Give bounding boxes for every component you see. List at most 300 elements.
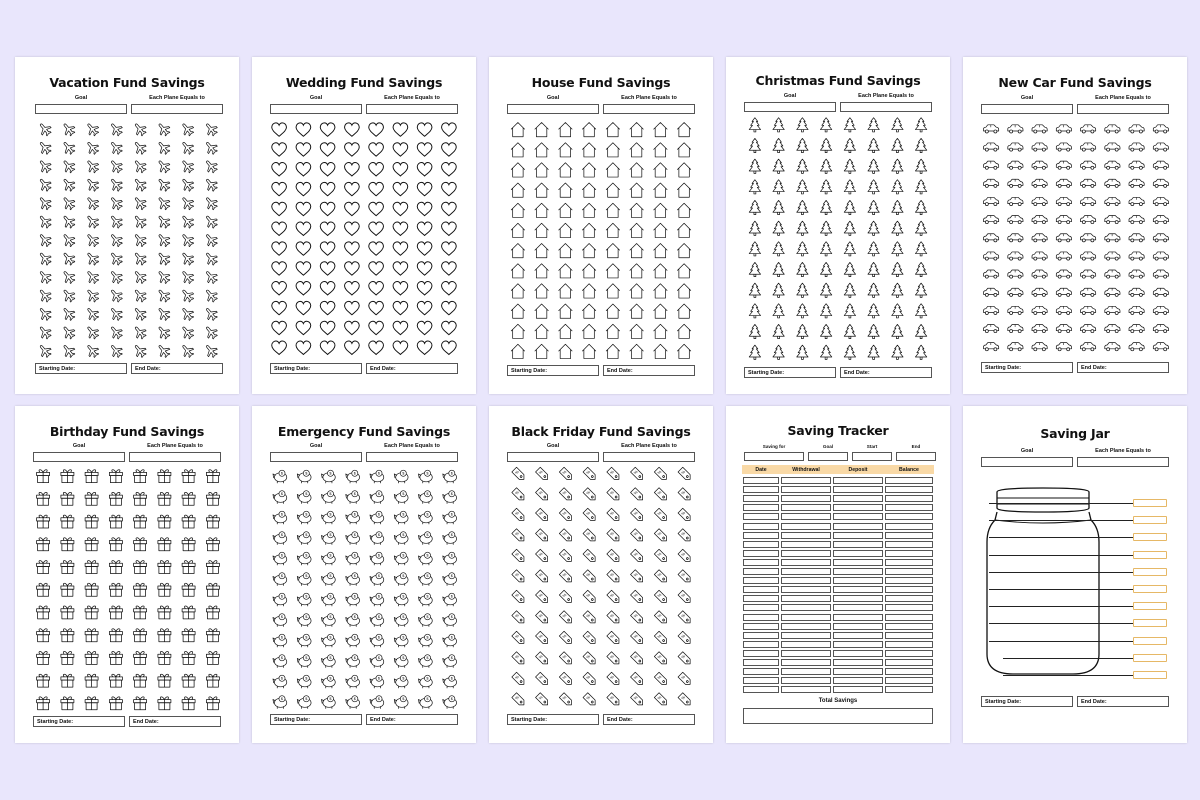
house-icon[interactable] bbox=[559, 123, 572, 137]
tracker-cell[interactable] bbox=[743, 568, 779, 575]
heart-icon[interactable] bbox=[417, 282, 432, 295]
tree-icon[interactable] bbox=[773, 324, 784, 338]
each-field[interactable] bbox=[603, 452, 695, 462]
goal-field[interactable] bbox=[981, 104, 1073, 114]
house-icon[interactable] bbox=[535, 284, 548, 298]
airplane-icon[interactable] bbox=[155, 213, 172, 230]
house-icon[interactable] bbox=[559, 264, 572, 278]
house-icon[interactable] bbox=[654, 304, 667, 318]
piggy-icon[interactable] bbox=[370, 675, 384, 688]
piggy-icon[interactable] bbox=[418, 573, 432, 586]
car-icon[interactable] bbox=[1129, 125, 1144, 133]
tracker-cell[interactable] bbox=[781, 513, 831, 520]
tree-icon[interactable] bbox=[797, 345, 808, 359]
car-icon[interactable] bbox=[1008, 288, 1023, 296]
piggy-icon[interactable] bbox=[370, 655, 384, 668]
house-icon[interactable] bbox=[630, 223, 643, 237]
gift-icon[interactable] bbox=[109, 674, 122, 687]
piggy-icon[interactable] bbox=[346, 532, 360, 545]
airplane-icon[interactable] bbox=[155, 120, 172, 137]
gift-icon[interactable] bbox=[158, 674, 171, 687]
tag-icon[interactable] bbox=[536, 488, 550, 502]
house-icon[interactable] bbox=[654, 264, 667, 278]
tag-icon[interactable] bbox=[678, 467, 692, 481]
gift-icon[interactable] bbox=[85, 583, 98, 596]
tree-icon[interactable] bbox=[844, 180, 855, 194]
tracker-cell[interactable] bbox=[833, 595, 883, 602]
piggy-icon[interactable] bbox=[443, 511, 457, 524]
heart-icon[interactable] bbox=[320, 182, 335, 195]
tag-icon[interactable] bbox=[536, 672, 550, 686]
tracker-cell[interactable] bbox=[833, 623, 883, 630]
gift-icon[interactable] bbox=[61, 629, 74, 642]
airplane-icon[interactable] bbox=[84, 342, 101, 359]
tracker-cell[interactable] bbox=[833, 504, 883, 511]
gift-icon[interactable] bbox=[61, 674, 74, 687]
jar-amount-box[interactable] bbox=[1133, 671, 1167, 679]
car-icon[interactable] bbox=[984, 216, 999, 224]
piggy-icon[interactable] bbox=[394, 593, 408, 606]
tracker-cell[interactable] bbox=[781, 614, 831, 621]
tag-icon[interactable] bbox=[583, 652, 597, 666]
tree-icon[interactable] bbox=[773, 200, 784, 214]
tracker-cell[interactable] bbox=[885, 532, 933, 539]
airplane-icon[interactable] bbox=[179, 342, 196, 359]
car-icon[interactable] bbox=[1008, 234, 1023, 242]
piggy-icon[interactable] bbox=[321, 655, 335, 668]
tag-icon[interactable] bbox=[559, 590, 573, 604]
piggy-icon[interactable] bbox=[443, 655, 457, 668]
tag-icon[interactable] bbox=[536, 590, 550, 604]
car-icon[interactable] bbox=[1081, 197, 1096, 205]
heart-icon[interactable] bbox=[345, 143, 360, 156]
car-icon[interactable] bbox=[1105, 288, 1120, 296]
heart-icon[interactable] bbox=[272, 143, 287, 156]
heart-icon[interactable] bbox=[442, 163, 457, 176]
car-icon[interactable] bbox=[984, 161, 999, 169]
airplane-icon[interactable] bbox=[36, 305, 53, 322]
tag-icon[interactable] bbox=[607, 488, 621, 502]
heart-icon[interactable] bbox=[393, 202, 408, 215]
piggy-icon[interactable] bbox=[394, 532, 408, 545]
heart-icon[interactable] bbox=[369, 262, 384, 275]
airplane-icon[interactable] bbox=[60, 120, 77, 137]
piggy-icon[interactable] bbox=[321, 470, 335, 483]
tag-icon[interactable] bbox=[654, 611, 668, 625]
house-icon[interactable] bbox=[582, 223, 595, 237]
tracker-cell[interactable] bbox=[833, 495, 883, 502]
house-icon[interactable] bbox=[535, 123, 548, 137]
airplane-icon[interactable] bbox=[84, 305, 101, 322]
car-icon[interactable] bbox=[1081, 179, 1096, 187]
house-icon[interactable] bbox=[606, 203, 619, 217]
tree-icon[interactable] bbox=[892, 118, 903, 132]
end-date-field[interactable]: End Date: bbox=[1077, 362, 1169, 373]
tracker-cell[interactable] bbox=[781, 641, 831, 648]
piggy-icon[interactable] bbox=[443, 614, 457, 627]
tag-icon[interactable] bbox=[583, 549, 597, 563]
gift-icon[interactable] bbox=[206, 492, 219, 505]
tree-icon[interactable] bbox=[844, 283, 855, 297]
tracker-cell[interactable] bbox=[833, 477, 883, 484]
piggy-icon[interactable] bbox=[394, 614, 408, 627]
house-icon[interactable] bbox=[630, 264, 643, 278]
tree-icon[interactable] bbox=[868, 118, 879, 132]
tracker-cell[interactable] bbox=[743, 486, 779, 493]
tag-icon[interactable] bbox=[512, 529, 526, 543]
house-icon[interactable] bbox=[559, 284, 572, 298]
end-field[interactable] bbox=[896, 452, 936, 461]
gift-icon[interactable] bbox=[134, 515, 147, 528]
tree-icon[interactable] bbox=[915, 324, 926, 338]
airplane-icon[interactable] bbox=[84, 231, 101, 248]
tree-icon[interactable] bbox=[773, 242, 784, 256]
heart-icon[interactable] bbox=[393, 143, 408, 156]
tracker-cell[interactable] bbox=[885, 623, 933, 630]
tag-icon[interactable] bbox=[536, 549, 550, 563]
piggy-icon[interactable] bbox=[370, 696, 384, 709]
piggy-icon[interactable] bbox=[346, 511, 360, 524]
car-icon[interactable] bbox=[1153, 325, 1168, 333]
tracker-cell[interactable] bbox=[781, 677, 831, 684]
heart-icon[interactable] bbox=[417, 123, 432, 136]
gift-icon[interactable] bbox=[182, 697, 195, 710]
heart-icon[interactable] bbox=[393, 262, 408, 275]
gift-icon[interactable] bbox=[85, 697, 98, 710]
airplane-icon[interactable] bbox=[202, 213, 219, 230]
tracker-cell[interactable] bbox=[743, 668, 779, 675]
house-icon[interactable] bbox=[630, 203, 643, 217]
tracker-cell[interactable] bbox=[781, 541, 831, 548]
tree-icon[interactable] bbox=[797, 118, 808, 132]
heart-icon[interactable] bbox=[345, 202, 360, 215]
tag-icon[interactable] bbox=[631, 672, 645, 686]
house-icon[interactable] bbox=[654, 143, 667, 157]
house-icon[interactable] bbox=[654, 324, 667, 338]
each-field[interactable] bbox=[131, 104, 223, 114]
car-icon[interactable] bbox=[1081, 161, 1096, 169]
tag-icon[interactable] bbox=[631, 590, 645, 604]
gift-icon[interactable] bbox=[109, 583, 122, 596]
goal-field[interactable] bbox=[270, 452, 362, 462]
house-icon[interactable] bbox=[677, 143, 690, 157]
piggy-icon[interactable] bbox=[394, 655, 408, 668]
house-icon[interactable] bbox=[606, 304, 619, 318]
airplane-icon[interactable] bbox=[131, 213, 148, 230]
car-icon[interactable] bbox=[1056, 125, 1071, 133]
house-icon[interactable] bbox=[511, 123, 524, 137]
tree-icon[interactable] bbox=[844, 221, 855, 235]
heart-icon[interactable] bbox=[345, 341, 360, 354]
gift-icon[interactable] bbox=[109, 470, 122, 483]
heart-icon[interactable] bbox=[393, 182, 408, 195]
tree-icon[interactable] bbox=[892, 242, 903, 256]
car-icon[interactable] bbox=[1008, 143, 1023, 151]
goal-field[interactable] bbox=[981, 457, 1073, 467]
car-icon[interactable] bbox=[1032, 270, 1047, 278]
airplane-icon[interactable] bbox=[60, 176, 77, 193]
heart-icon[interactable] bbox=[369, 242, 384, 255]
house-icon[interactable] bbox=[677, 264, 690, 278]
car-icon[interactable] bbox=[1032, 179, 1047, 187]
car-icon[interactable] bbox=[1153, 288, 1168, 296]
tag-icon[interactable] bbox=[512, 672, 526, 686]
tree-icon[interactable] bbox=[844, 118, 855, 132]
tracker-cell[interactable] bbox=[885, 550, 933, 557]
gift-icon[interactable] bbox=[182, 538, 195, 551]
house-icon[interactable] bbox=[559, 304, 572, 318]
house-icon[interactable] bbox=[677, 203, 690, 217]
airplane-icon[interactable] bbox=[36, 176, 53, 193]
tracker-cell[interactable] bbox=[743, 559, 779, 566]
tag-icon[interactable] bbox=[678, 529, 692, 543]
car-icon[interactable] bbox=[1105, 252, 1120, 260]
house-icon[interactable] bbox=[511, 344, 524, 358]
each-field[interactable] bbox=[840, 102, 932, 112]
house-icon[interactable] bbox=[535, 264, 548, 278]
tree-icon[interactable] bbox=[773, 283, 784, 297]
airplane-icon[interactable] bbox=[155, 139, 172, 156]
heart-icon[interactable] bbox=[442, 321, 457, 334]
heart-icon[interactable] bbox=[345, 182, 360, 195]
tree-icon[interactable] bbox=[892, 200, 903, 214]
heart-icon[interactable] bbox=[272, 301, 287, 314]
gift-icon[interactable] bbox=[109, 515, 122, 528]
house-icon[interactable] bbox=[677, 244, 690, 258]
airplane-icon[interactable] bbox=[107, 176, 124, 193]
piggy-icon[interactable] bbox=[273, 491, 287, 504]
tag-icon[interactable] bbox=[559, 570, 573, 584]
tag-icon[interactable] bbox=[654, 590, 668, 604]
house-icon[interactable] bbox=[630, 183, 643, 197]
tag-icon[interactable] bbox=[607, 549, 621, 563]
end-date-field[interactable]: End Date: bbox=[603, 365, 695, 376]
tree-icon[interactable] bbox=[749, 118, 760, 132]
car-icon[interactable] bbox=[1081, 288, 1096, 296]
tree-icon[interactable] bbox=[797, 262, 808, 276]
tree-icon[interactable] bbox=[820, 242, 831, 256]
car-icon[interactable] bbox=[1081, 252, 1096, 260]
tree-icon[interactable] bbox=[797, 138, 808, 152]
house-icon[interactable] bbox=[677, 304, 690, 318]
jar-amount-box[interactable] bbox=[1133, 533, 1167, 541]
airplane-icon[interactable] bbox=[60, 250, 77, 267]
tree-icon[interactable] bbox=[797, 242, 808, 256]
tree-icon[interactable] bbox=[749, 159, 760, 173]
house-icon[interactable] bbox=[582, 143, 595, 157]
gift-icon[interactable] bbox=[158, 561, 171, 574]
airplane-icon[interactable] bbox=[202, 287, 219, 304]
tag-icon[interactable] bbox=[631, 529, 645, 543]
gift-icon[interactable] bbox=[158, 697, 171, 710]
airplane-icon[interactable] bbox=[107, 231, 124, 248]
airplane-icon[interactable] bbox=[155, 342, 172, 359]
airplane-icon[interactable] bbox=[36, 157, 53, 174]
heart-icon[interactable] bbox=[393, 341, 408, 354]
airplane-icon[interactable] bbox=[179, 157, 196, 174]
airplane-icon[interactable] bbox=[131, 120, 148, 137]
goal-field[interactable] bbox=[744, 102, 836, 112]
piggy-icon[interactable] bbox=[321, 634, 335, 647]
heart-icon[interactable] bbox=[442, 282, 457, 295]
heart-icon[interactable] bbox=[369, 202, 384, 215]
car-icon[interactable] bbox=[1129, 179, 1144, 187]
gift-icon[interactable] bbox=[61, 515, 74, 528]
each-field[interactable] bbox=[603, 104, 695, 114]
tracker-cell[interactable] bbox=[833, 659, 883, 666]
piggy-icon[interactable] bbox=[443, 532, 457, 545]
heart-icon[interactable] bbox=[393, 163, 408, 176]
airplane-icon[interactable] bbox=[202, 157, 219, 174]
tag-icon[interactable] bbox=[559, 672, 573, 686]
heart-icon[interactable] bbox=[442, 143, 457, 156]
tag-icon[interactable] bbox=[678, 590, 692, 604]
tree-icon[interactable] bbox=[749, 200, 760, 214]
each-field[interactable] bbox=[366, 104, 458, 114]
tag-icon[interactable] bbox=[512, 590, 526, 604]
airplane-icon[interactable] bbox=[155, 324, 172, 341]
tracker-cell[interactable] bbox=[781, 586, 831, 593]
gift-icon[interactable] bbox=[37, 538, 50, 551]
gift-icon[interactable] bbox=[206, 652, 219, 665]
tag-icon[interactable] bbox=[583, 590, 597, 604]
car-icon[interactable] bbox=[1105, 234, 1120, 242]
car-icon[interactable] bbox=[1008, 306, 1023, 314]
house-icon[interactable] bbox=[511, 284, 524, 298]
heart-icon[interactable] bbox=[345, 262, 360, 275]
piggy-icon[interactable] bbox=[273, 675, 287, 688]
gift-icon[interactable] bbox=[85, 538, 98, 551]
tree-icon[interactable] bbox=[773, 138, 784, 152]
airplane-icon[interactable] bbox=[202, 324, 219, 341]
tracker-cell[interactable] bbox=[781, 604, 831, 611]
gift-icon[interactable] bbox=[182, 606, 195, 619]
tree-icon[interactable] bbox=[820, 118, 831, 132]
heart-icon[interactable] bbox=[369, 341, 384, 354]
car-icon[interactable] bbox=[1056, 270, 1071, 278]
tag-icon[interactable] bbox=[536, 693, 550, 707]
car-icon[interactable] bbox=[1032, 161, 1047, 169]
airplane-icon[interactable] bbox=[84, 324, 101, 341]
tree-icon[interactable] bbox=[773, 180, 784, 194]
piggy-icon[interactable] bbox=[394, 470, 408, 483]
car-icon[interactable] bbox=[1129, 270, 1144, 278]
car-icon[interactable] bbox=[984, 125, 999, 133]
gift-icon[interactable] bbox=[134, 561, 147, 574]
gift-icon[interactable] bbox=[109, 538, 122, 551]
piggy-icon[interactable] bbox=[346, 491, 360, 504]
heart-icon[interactable] bbox=[393, 321, 408, 334]
car-icon[interactable] bbox=[1032, 306, 1047, 314]
car-icon[interactable] bbox=[1153, 161, 1168, 169]
house-icon[interactable] bbox=[582, 183, 595, 197]
tracker-cell[interactable] bbox=[781, 577, 831, 584]
tag-icon[interactable] bbox=[678, 652, 692, 666]
airplane-icon[interactable] bbox=[36, 250, 53, 267]
tree-icon[interactable] bbox=[749, 180, 760, 194]
piggy-icon[interactable] bbox=[418, 614, 432, 627]
tag-icon[interactable] bbox=[583, 570, 597, 584]
tag-icon[interactable] bbox=[678, 508, 692, 522]
house-icon[interactable] bbox=[606, 244, 619, 258]
house-icon[interactable] bbox=[606, 183, 619, 197]
gift-icon[interactable] bbox=[182, 583, 195, 596]
heart-icon[interactable] bbox=[272, 262, 287, 275]
piggy-icon[interactable] bbox=[297, 675, 311, 688]
gift-icon[interactable] bbox=[109, 697, 122, 710]
heart-icon[interactable] bbox=[393, 222, 408, 235]
goal-field[interactable] bbox=[808, 452, 848, 461]
car-icon[interactable] bbox=[1081, 125, 1096, 133]
airplane-icon[interactable] bbox=[60, 139, 77, 156]
airplane-icon[interactable] bbox=[84, 139, 101, 156]
piggy-icon[interactable] bbox=[418, 511, 432, 524]
tree-icon[interactable] bbox=[868, 159, 879, 173]
gift-icon[interactable] bbox=[134, 629, 147, 642]
tracker-cell[interactable] bbox=[833, 650, 883, 657]
airplane-icon[interactable] bbox=[131, 324, 148, 341]
heart-icon[interactable] bbox=[369, 301, 384, 314]
piggy-icon[interactable] bbox=[297, 634, 311, 647]
house-icon[interactable] bbox=[582, 284, 595, 298]
tracker-cell[interactable] bbox=[833, 614, 883, 621]
piggy-icon[interactable] bbox=[370, 552, 384, 565]
house-icon[interactable] bbox=[630, 324, 643, 338]
gift-icon[interactable] bbox=[182, 515, 195, 528]
heart-icon[interactable] bbox=[296, 202, 311, 215]
car-icon[interactable] bbox=[1153, 306, 1168, 314]
tree-icon[interactable] bbox=[749, 221, 760, 235]
car-icon[interactable] bbox=[1105, 270, 1120, 278]
tracker-cell[interactable] bbox=[885, 668, 933, 675]
piggy-icon[interactable] bbox=[297, 696, 311, 709]
tree-icon[interactable] bbox=[892, 180, 903, 194]
airplane-icon[interactable] bbox=[179, 231, 196, 248]
tracker-cell[interactable] bbox=[833, 541, 883, 548]
gift-icon[interactable] bbox=[61, 652, 74, 665]
tracker-cell[interactable] bbox=[833, 604, 883, 611]
piggy-icon[interactable] bbox=[297, 532, 311, 545]
heart-icon[interactable] bbox=[296, 242, 311, 255]
heart-icon[interactable] bbox=[417, 202, 432, 215]
heart-icon[interactable] bbox=[296, 341, 311, 354]
house-icon[interactable] bbox=[511, 244, 524, 258]
tag-icon[interactable] bbox=[583, 693, 597, 707]
tracker-cell[interactable] bbox=[781, 550, 831, 557]
tag-icon[interactable] bbox=[583, 672, 597, 686]
piggy-icon[interactable] bbox=[346, 573, 360, 586]
house-icon[interactable] bbox=[559, 143, 572, 157]
tree-icon[interactable] bbox=[749, 345, 760, 359]
tag-icon[interactable] bbox=[559, 508, 573, 522]
airplane-icon[interactable] bbox=[202, 231, 219, 248]
piggy-icon[interactable] bbox=[297, 614, 311, 627]
airplane-icon[interactable] bbox=[36, 139, 53, 156]
tag-icon[interactable] bbox=[631, 693, 645, 707]
tracker-cell[interactable] bbox=[885, 595, 933, 602]
heart-icon[interactable] bbox=[417, 341, 432, 354]
start-date-field[interactable]: Starting Date: bbox=[35, 363, 127, 374]
tree-icon[interactable] bbox=[773, 345, 784, 359]
tracker-cell[interactable] bbox=[885, 504, 933, 511]
house-icon[interactable] bbox=[606, 284, 619, 298]
car-icon[interactable] bbox=[1008, 179, 1023, 187]
tree-icon[interactable] bbox=[868, 242, 879, 256]
tag-icon[interactable] bbox=[631, 488, 645, 502]
airplane-icon[interactable] bbox=[84, 268, 101, 285]
jar-amount-box[interactable] bbox=[1133, 637, 1167, 645]
house-icon[interactable] bbox=[511, 143, 524, 157]
